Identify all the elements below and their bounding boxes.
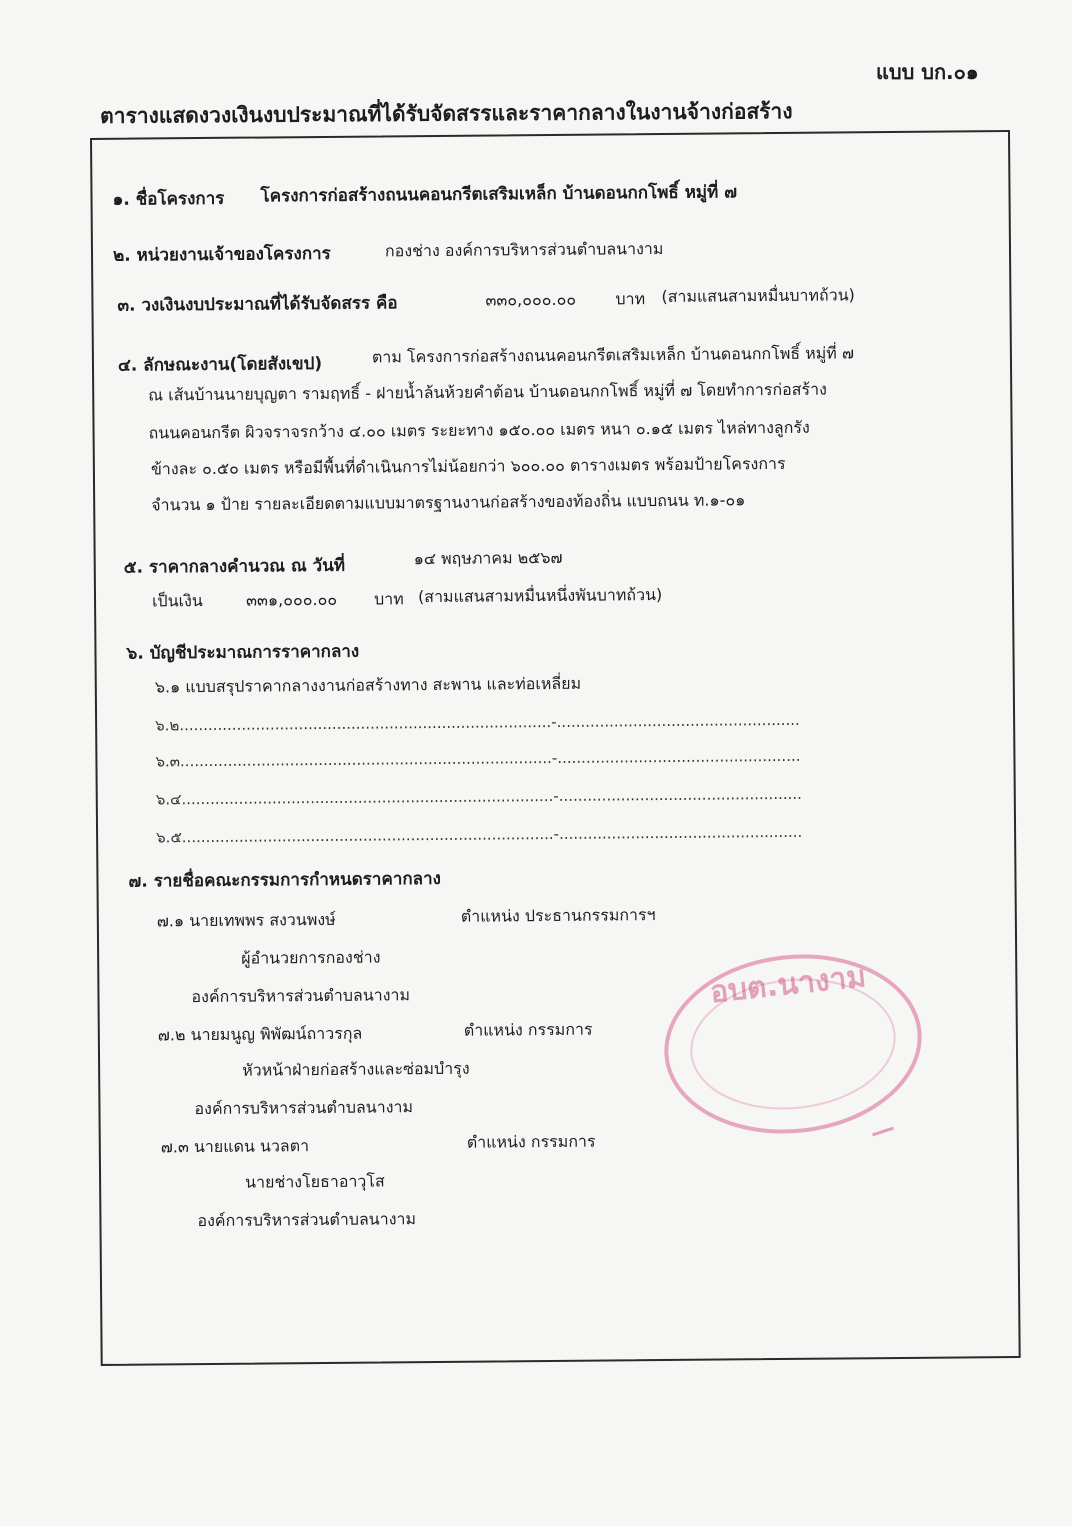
content-frame [90, 130, 1021, 1366]
member-org: องค์การบริหารส่วนตำบลนางาม [194, 1097, 414, 1119]
section3-amount: ๓๓๐,๐๐๐.๐๐ [485, 289, 577, 310]
section1-label: ๑. ชื่อโครงการ [112, 188, 225, 210]
section4-line: ตาม โครงการก่อสร้างถนนคอนกรีตเสริมเหล็ก บ้านดอนกกโพธิ์ หมู่ที่ ๗ [371, 343, 855, 367]
member-title: หัวหน้าฝ่ายก่อสร้างและซ่อมบำรุง [242, 1058, 470, 1080]
section4-line: ข้างละ ๐.๕๐ เมตร หรือมีพื้นที่ดำเนินการไม่น้อยกว่า ๖๐๐.๐๐ ตารางเมตร พร้อมป้ายโครงการ [150, 453, 786, 479]
section6-label: ๖. บัญชีประมาณการราคากลาง [126, 641, 360, 664]
member-title: นายช่างโยธาอาวุโส [245, 1171, 385, 1192]
section2-value: กองช่าง องค์การบริหารส่วนตำบลนางาม [384, 239, 664, 261]
section4-line: จำนวน ๑ ป้าย รายละเอียดตามแบบมาตรฐานงานก่อสร้างของท้องถิ่น แบบถนน ท.๑-๐๑ [151, 490, 746, 515]
section6-item: ๖.๒..............................................................................-................................................... [155, 710, 800, 735]
member-org: องค์การบริหารส่วนตำบลนางาม [197, 1209, 417, 1231]
section6-item: ๖.๔..............................................................................-................................................... [155, 784, 802, 809]
form-code: แบบ บก.๐๑ [876, 60, 979, 84]
section7-label: ๗. รายชื่อคณะกรรมการกำหนดราคากลาง [128, 868, 441, 892]
member-title: ผู้อำนวยการกองช่าง [241, 947, 381, 968]
member-name: ๗.๓ นายแดน นวลตา [160, 1136, 310, 1157]
section3-unit: บาท [615, 289, 646, 309]
section6-item: ๖.๕..............................................................................-................................................... [156, 822, 803, 847]
member-name: ๗.๒ นายมนูญ พิพัฒน์ถาวรกุล [157, 1023, 363, 1045]
member-position: ตำแหน่ง ประธานกรรมการฯ [460, 905, 656, 926]
section4-line: ณ เส้นบ้านนายบุญตา รามฤทธิ์ - ฝายน้ำล้นห้วยคำต้อน บ้านดอนกกโพธิ์ หมู่ที่ ๗ โดยทำการก่อสร้าง [148, 379, 827, 405]
member-position: ตำแหน่ง กรรมการ [463, 1019, 593, 1040]
section3-words: (สามแสนสามหมื่นบาทถ้วน) [661, 285, 855, 307]
section5-amount-label: เป็นเงิน [151, 591, 203, 611]
section6-item: ๖.๓..............................................................................-................................................... [155, 746, 801, 771]
stamp-text: อบต.นางาม [708, 959, 868, 1011]
section4-line: ถนนคอนกรีต ผิวจราจรกว้าง ๔.๐๐ เมตร ระยะทาง ๑๕๐.๐๐ เมตร หนา ๐.๑๕ เมตร ไหล่ทางลูกรัง [148, 417, 810, 443]
member-name: ๗.๑ นายเทพพร สงวนพงษ์ [156, 909, 336, 931]
section3-label: ๓. วงเงินงบประมาณที่ได้รับจัดสรร คือ [117, 293, 398, 316]
section5-words: (สามแสนสามหมื่นหนึ่งพันบาทถ้วน) [417, 585, 663, 607]
section6-item: ๖.๑ แบบสรุปราคากลางงานก่อสร้างทาง สะพาน และท่อเหลี่ยม [154, 673, 582, 697]
section1-value: โครงการก่อสร้างถนนคอนกรีตเสริมเหล็ก บ้านดอนกกโพธิ์ หมู่ที่ ๗ [260, 182, 738, 207]
section5-amount: ๓๓๑,๐๐๐.๐๐ [245, 589, 338, 610]
section5-date: ๑๔ พฤษภาคม ๒๕๖๗ [413, 547, 563, 569]
page-title: ตารางแสดงวงเงินงบประมาณที่ได้รับจัดสรรและราคากลางในงานจ้างก่อสร้าง [100, 99, 793, 128]
member-org: องค์การบริหารส่วนตำบลนางาม [191, 985, 411, 1007]
section4-label: ๔. ลักษณะงาน(โดยสังเขป) [117, 353, 323, 376]
member-position: ตำแหน่ง กรรมการ [466, 1131, 596, 1152]
section5-label: ๕. ราคากลางคำนวณ ณ วันที่ [123, 555, 346, 578]
section2-label: ๒. หน่วยงานเจ้าของโครงการ [112, 243, 331, 266]
section5-unit: บาท [373, 589, 404, 609]
